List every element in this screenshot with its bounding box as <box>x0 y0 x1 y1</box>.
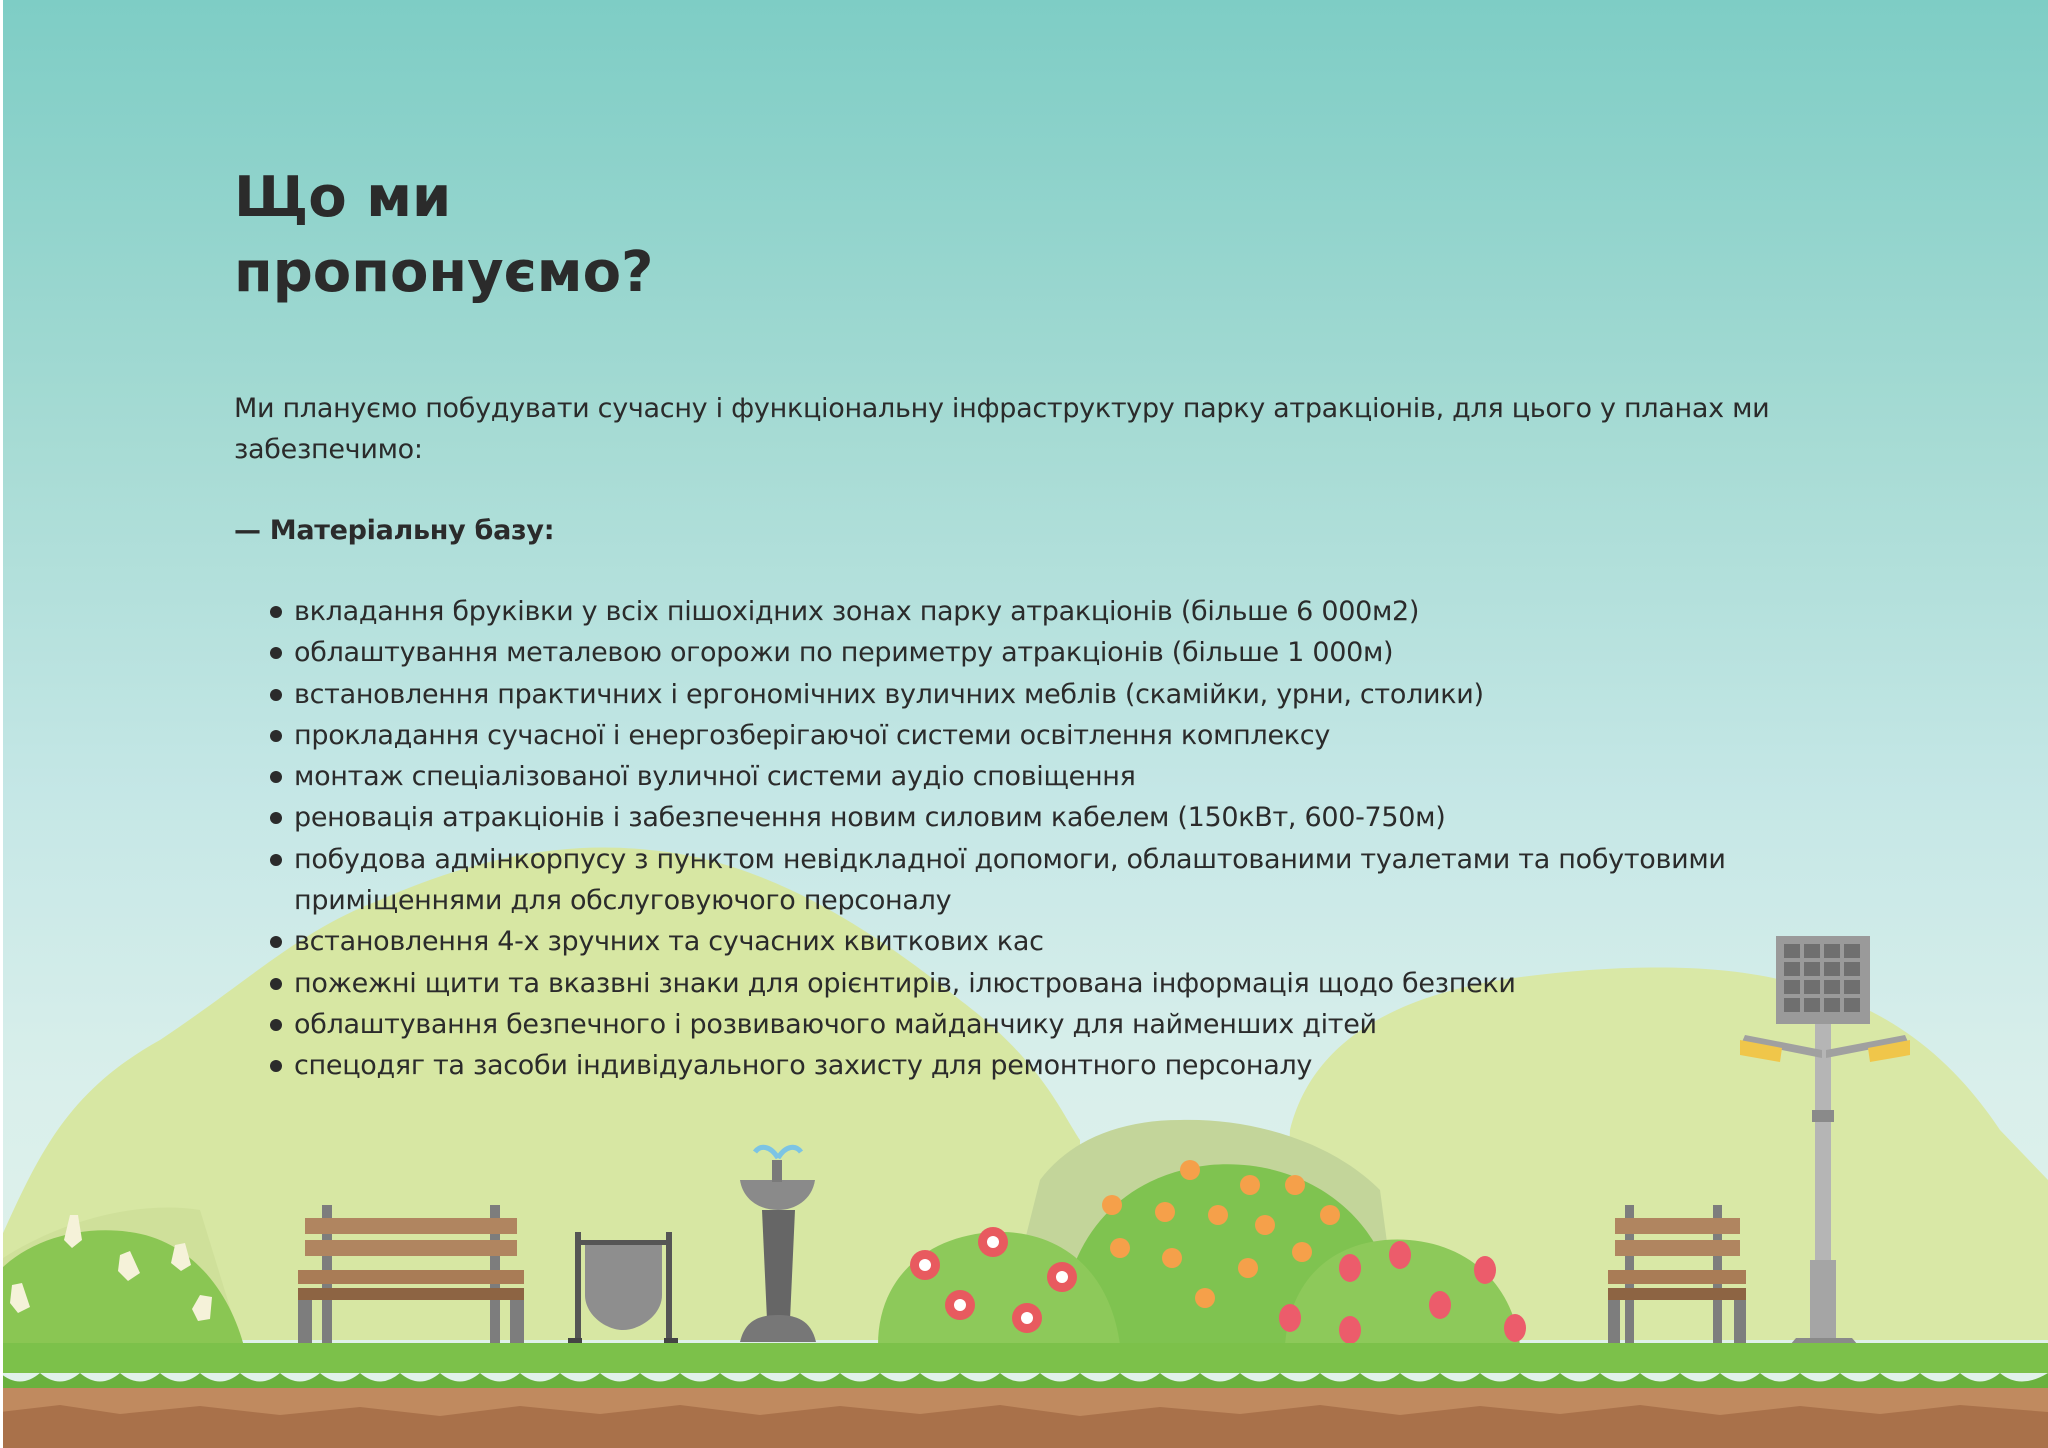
list-item: встановлення 4-х зручних та сучасних квиткових кас <box>270 921 1794 962</box>
list-item: прокладання сучасної і енергозберігаючої системи освітлення комплексу <box>270 715 1794 756</box>
list-item: встановлення практичних і ергономічних вуличних меблів (скамійки, урни, столики) <box>270 674 1794 715</box>
page-title-line-1: Що ми <box>234 165 452 230</box>
list-item: облаштування металевою огорожи по периметру атракціонів (більше 1 000м) <box>270 632 1794 673</box>
items-list <box>270 591 1794 1087</box>
section-heading: — Матеріальну базу: <box>234 515 555 546</box>
list-item: реновація атракціонів і забезпечення новим силовим кабелем (150кВт, 600-750м) <box>270 797 1794 838</box>
list-item: облаштування безпечного і розвиваючого майданчику для найменших дітей <box>270 1004 1794 1045</box>
grass-ground-strip <box>0 1343 2048 1448</box>
page-title-line-2: пропонуємо? <box>234 240 654 305</box>
content-block <box>234 160 1794 1087</box>
list-item: пожежні щити та вказвні знаки для орієнтирів, ілюстрована інформація щодо безпеки <box>270 963 1794 1004</box>
intro-paragraph: Ми плануємо побудувати сучасну і функціональну інфраструктуру парку атракціонів, для цього у планах ми забезпечимо: <box>234 393 1770 465</box>
list-item: спецодяг та засоби індивідуального захисту для ремонтного персоналу <box>270 1045 1794 1086</box>
page-edge <box>0 0 3 1448</box>
list-item: побудова адмінкорпусу з пунктом невідкладної допомоги, облаштованими туалетами та побутовими приміщеннями для обслуговуючого персоналу <box>270 839 1794 922</box>
page-title <box>234 160 1794 310</box>
list-item: монтаж спеціалізованої вуличної системи аудіо сповіщення <box>270 756 1794 797</box>
list-item: вкладання бруківки у всіх пішохідних зонах парку атракціонів (більше 6 000м2) <box>270 591 1794 632</box>
